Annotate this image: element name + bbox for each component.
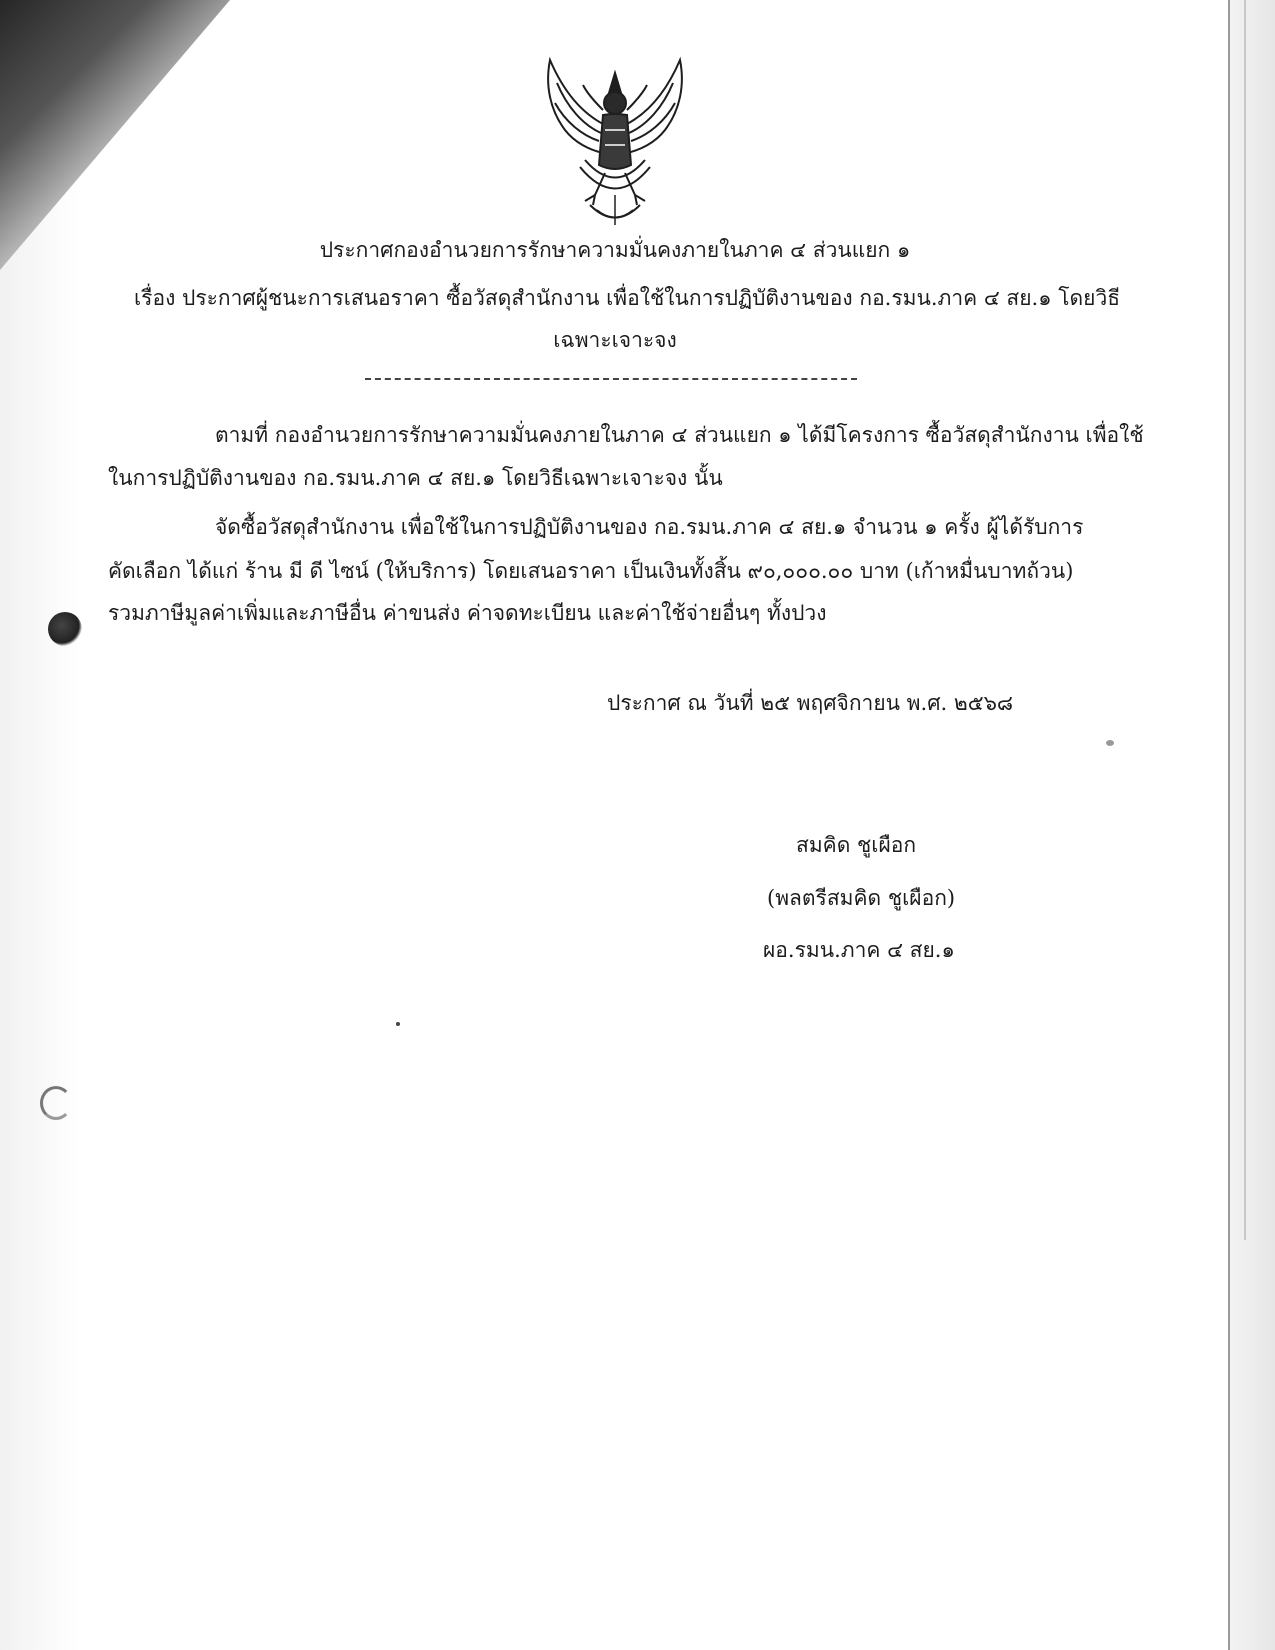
body-paragraph-2-line-3: รวมภาษีมูลค่าเพิ่มและภาษีอื่น ค่าขนส่ง ค่าจดทะเบียน และค่าใช้จ่ายอื่นๆ ทั้งปวง [108, 601, 827, 625]
punch-hole [40, 1086, 72, 1120]
body-paragraph-2-line-2: คัดเลือก ได้แก่ ร้าน มี ดี ไซน์ (ให้บริการ) โดยเสนอราคา เป็นเงินทั้งสิ้น ๙๐,๐๐๐.๐๐ บาท (เก้าหมื่นบาทถ้วน) [108, 559, 1074, 583]
body-paragraph-1-line-1: ตามที่ กองอำนวยการรักษาความมั่นคงภายในภาค ๔ ส่วนแยก ๑ ได้มีโครงการ ซื้อวัสดุสำนักงาน เพื่อใช้ [215, 423, 1144, 447]
body-paragraph-2-line-1: จัดซื้อวัสดุสำนักงาน เพื่อใช้ในการปฏิบัติงานของ กอ.รมน.ภาค ๔ สย.๑ จำนวน ๑ ครั้ง ผู้ได้รับการ [215, 515, 1084, 539]
scan-speck [396, 1022, 400, 1026]
signature-position: ผอ.รมน.ภาค ๔ สย.๑ [763, 938, 955, 962]
scan-shadow-corner [0, 0, 230, 270]
scan-speck [1106, 740, 1114, 746]
body-paragraph-1-line-2: ในการปฏิบัติงานของ กอ.รมน.ภาค ๔ สย.๑ โดยวิธีเฉพาะเจาะจง นั้น [108, 466, 723, 490]
announcement-subject-continued: เฉพาะเจาะจง [553, 328, 677, 352]
signature-full-name: (พลตรีสมคิด ชูเผือก) [767, 886, 956, 910]
page-edge-secondary [1244, 0, 1246, 1240]
punch-hole [48, 612, 82, 646]
announcement-date: ประกาศ ณ วันที่ ๒๕ พฤศจิกายน พ.ศ. ๒๕๖๘ [607, 691, 1014, 715]
garuda-emblem-icon [535, 55, 695, 230]
scan-right-margin [1230, 0, 1275, 1650]
announcement-title: ประกาศกองอำนวยการรักษาความมั่นคงภายในภาค ๔ ส่วนแยก ๑ [319, 238, 911, 262]
signature-name: สมคิด ชูเผือก [796, 833, 917, 857]
divider [365, 378, 857, 380]
announcement-subject: เรื่อง ประกาศผู้ชนะการเสนอราคา ซื้อวัสดุสำนักงาน เพื่อใช้ในการปฏิบัติงานของ กอ.รมน.ภาค ๔ สย.๑ โดยวิธี [134, 286, 1121, 310]
